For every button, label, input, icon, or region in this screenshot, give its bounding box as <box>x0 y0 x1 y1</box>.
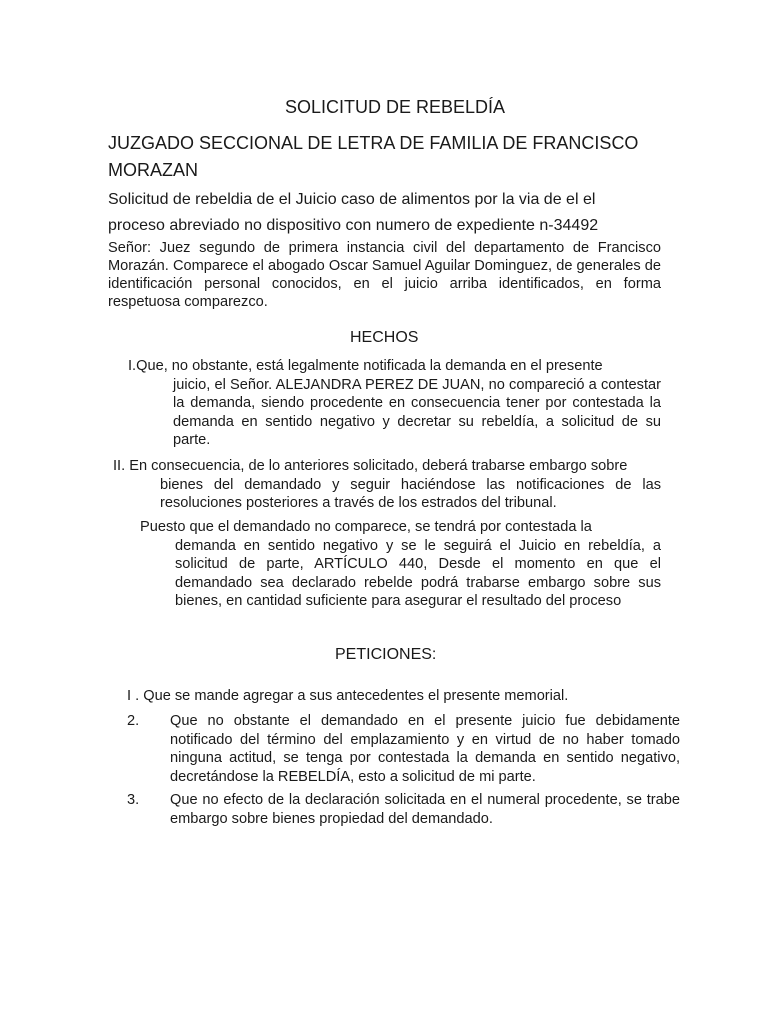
hechos-item-first-line: I.Que, no obstante, está legalmente notificada la demanda en el presente <box>128 358 603 374</box>
peticion-item <box>127 791 680 828</box>
peticion-number: I . <box>127 688 140 704</box>
peticiones-heading: PETICIONES: <box>335 646 437 663</box>
hechos-heading: HECHOS <box>350 329 419 346</box>
hechos-item <box>128 357 661 450</box>
hechos-item-rest: bienes del demandado y seguir haciéndose las notificaciones de las resoluciones posteriores a través de los estrados del tribunal. <box>160 476 661 511</box>
peticion-item <box>127 712 680 786</box>
hechos-item-first-line: Puesto que el demandado no comparece, se tendrá por contestada la <box>140 519 592 535</box>
hechos-item <box>140 518 661 611</box>
peticion-item <box>127 687 687 706</box>
document-title: SOLICITUD DE REBELDÍA <box>285 97 506 117</box>
peticion-number: 3. <box>127 792 140 808</box>
peticion-number: 2. <box>127 713 140 729</box>
intro-line-2: proceso abreviado no dispositivo con numero de expediente n-34492 <box>108 217 599 234</box>
peticion-text: Que no obstante el demandado en el presente juicio fue debidamente notificado del término del emplazamiento y en virtud de no haber tomado ninguna actitud, se tenga por contestada la demanda en sentido negativo, decretándose la REBELDÍA, esto a solicitud de mi parte. <box>170 713 680 785</box>
hechos-item-first-line: II. En consecuencia, de lo anteriores solicitado, deberá trabarse embargo sobre <box>113 458 628 474</box>
peticion-text: Que no efecto de la declaración solicitada en el numeral procedente, se trabe embargo sobre bienes propiedad del demandado. <box>170 792 680 827</box>
intro-line-1: Solicitud de rebeldia de el Juicio caso de alimentos por la via de el el <box>108 191 596 208</box>
hechos-item <box>113 457 661 513</box>
intro-text <box>108 187 728 239</box>
hechos-item-rest: juicio, el Señor. ALEJANDRA PEREZ DE JUAN, no compareció a contestar la demanda, siendo procedente en consecuencia tener por contestada la demanda en sentido negativo y decretar su rebeldía, a solicitud de su parte. <box>173 376 661 448</box>
opening-paragraph: Señor: Juez segundo de primera instancia civil del departamento de Francisco Morazán. Comparece el abogado Oscar Samuel Aguilar Dominguez, de generales de identificación personal conocidos, en el juicio arriba identificados, en forma respetuosa comparezco. <box>108 240 661 310</box>
peticion-text: Que se mande agregar a sus antecedentes el presente memorial. <box>143 688 569 704</box>
court-name: JUZGADO SECCIONAL DE LETRA DE FAMILIA DE FRANCISCO MORAZAN <box>108 133 639 180</box>
hechos-item-rest: demanda en sentido negativo y se le seguirá el Juicio en rebeldía, a solicitud de parte, ARTÍCULO 440, Desde el momento en que el demandado sea declarado rebelde podrá trabarse embargo sobre sus bienes, en cantidad suficiente para asegurar el resultado del proceso <box>175 537 661 609</box>
